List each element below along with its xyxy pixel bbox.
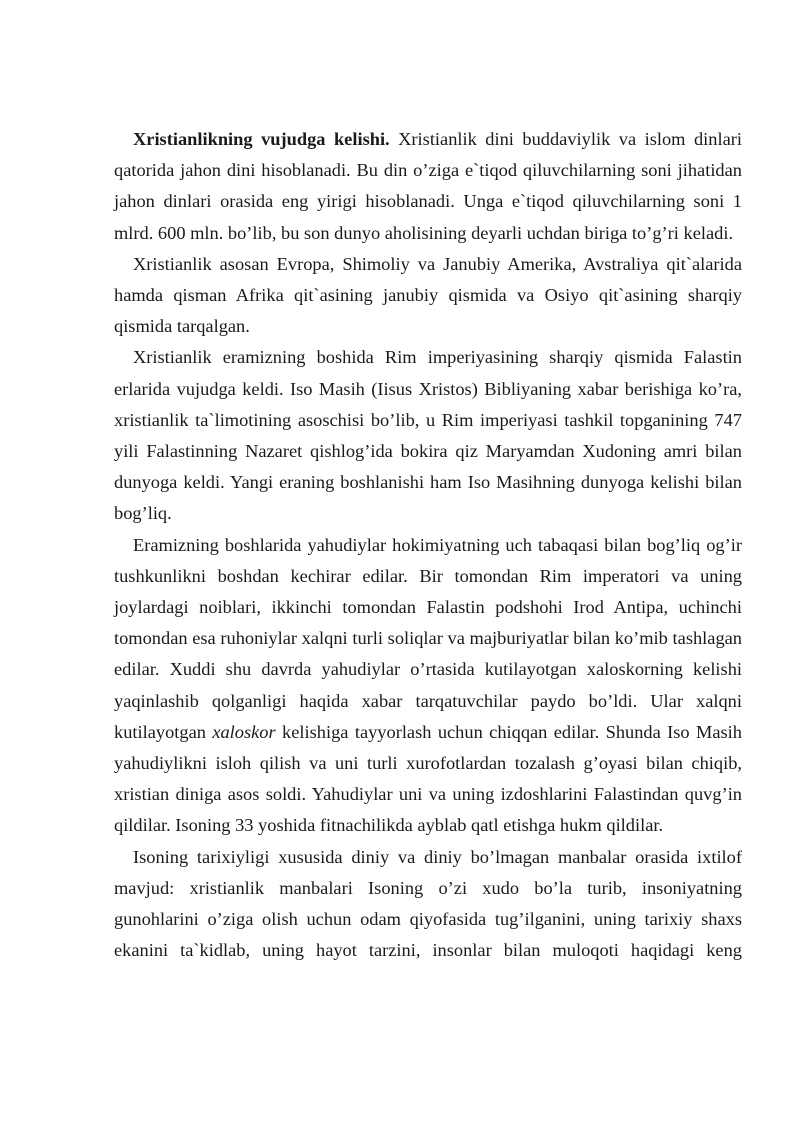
paragraph-4 <box>114 530 742 842</box>
paragraph-3-text: Xristianlik eramizning boshida Rim imperiyasining sharqiy qismida Falastin erlarida vujudga keldi. Iso Masih (Iisus Xristos) Bibliyaning xabar berishiga ko’ra, xristianlik ta`limotining asoschisi bo’lib, u Rim imperiyasi tashkil topganining 747 yili Falastinning Nazaret qishlog’ida bokira qiz Maryamdan Xudoning amri bilan dunyoga keldi. Yangi eraning boshlanishi ham Iso Masihning dunyoga kelishi bilan bog’liq. <box>114 347 742 524</box>
paragraph-3 <box>114 342 742 529</box>
paragraph-2-text: Xristianlik asosan Evropa, Shimoliy va Janubiy Amerika, Avstraliya qit`alarida hamda qisman Afrika qit`asining janubiy qismida va Osiyo qit`asining sharqiy qismida tarqalgan. <box>114 253 742 337</box>
paragraph-4-italic-word: xaloskor <box>212 721 276 742</box>
paragraph-4-text-before: Eramizning boshlarida yahudiylar hokimiyatning uch tabaqasi bilan bog’liq og’ir tushkunlikni boshdan kechirar edilar. Bir tomondan Rim imperatori va uning joylardagi noiblari, ikkinchi tomondan Falastin podshohi Irod Antipa, uchinchi tomondan esa ruhoniylar xalqni turli soliqlar va majburiyatlar bilan ko’mib tashlagan edilar. Xuddi shu davrda yahudiylar o’rtasida kutilayotgan xaloskorning kelishi yaqinlashib qolganligi haqida xabar tarqatuvchilar paydo bo’ldi. Ular xalqni kutilayotgan <box>114 534 742 742</box>
paragraph-2 <box>114 249 742 343</box>
paragraph-4-text-after: kelishiga tayyorlash uchun chiqqan edilar. Shunda Iso Masih yahudiylikni isloh qilish va uni turli xurofotlardan tozalash g’oyasi bilan chiqib, xristian diniga asos soldi. Yahudiylar uni va uning izdoshlarini Falastindan quvg’in qildilar. Isoning 33 yoshida fitnachilikda ayblab qatl etishga hukm qildilar. <box>114 721 742 836</box>
paragraph-5 <box>114 842 742 967</box>
document-body <box>114 124 742 966</box>
paragraph-1-text: Xristianlik dini buddaviylik va islom dinlari qatorida jahon dini hisoblanadi. Bu din o’ziga e`tiqod qiluvchilarning soni jihatidan jahon dinlari orasida eng yirigi hisoblanadi. Unga e`tiqod qiluvchilarning soni 1 mlrd. 600 mln. bo’lib, bu son dunyo aholisining deyarli uchdan biriga to’g’ri keladi. <box>114 129 742 243</box>
paragraph-5-text: Isoning tarixiyligi xususida diniy va diniy bo’lmagan manbalar orasida ixtilof mavjud: xristianlik manbalari Isoning o’zi xudo bo’la turib, insoniyatning gunohlarini o’ziga olish uchun odam qiyofasida tug’ilganini, uning tarixiy shaxs ekanini ta`kidlab, uning hayot tarzini, insonlar bilan muloqoti haqidagi keng <box>114 846 742 961</box>
paragraph-1 <box>114 124 742 249</box>
section-title: Xristianlikning vujudga kelishi. <box>133 129 390 149</box>
